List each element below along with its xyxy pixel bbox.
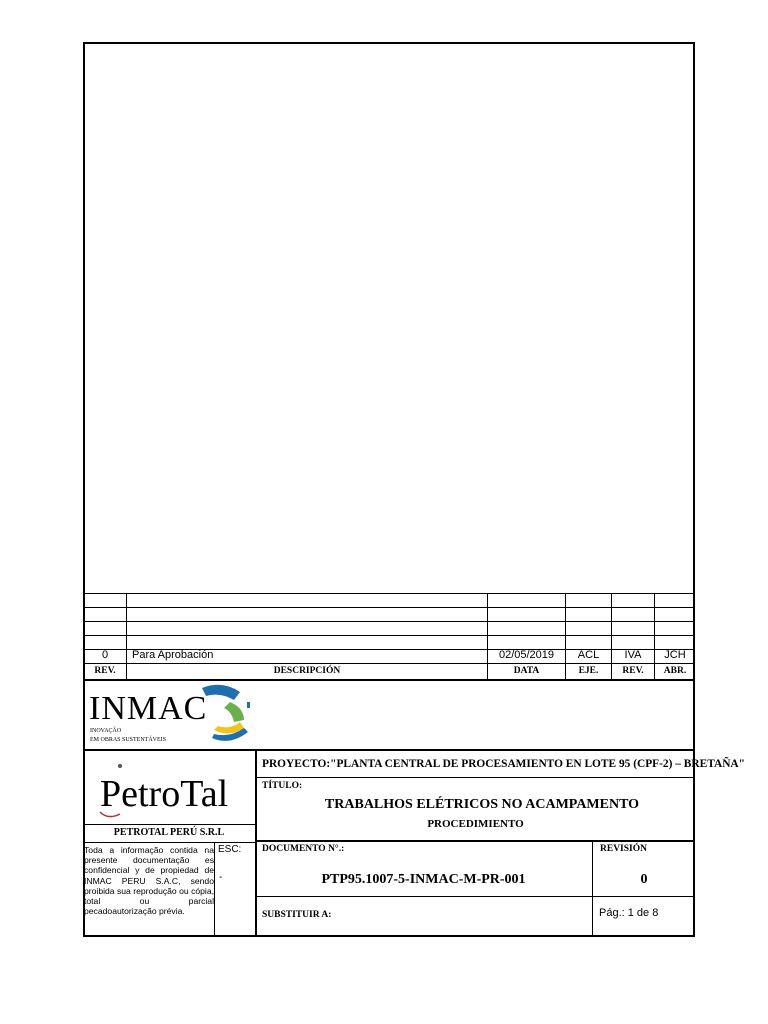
description-value: Para Aprobación xyxy=(132,649,214,661)
abr-header: ABR. xyxy=(663,666,687,676)
replace-label: SUBSTITUIR A: xyxy=(262,910,332,920)
petrotal-company: PETROTAL PERÚ S.R.L xyxy=(113,827,225,838)
petrotal-swoosh-icon xyxy=(98,808,122,822)
confidentiality-notice: Toda a informação contida na presente documentação es confidencial y de propiedad de INMAC PERU S.A.C, sendo proibida sua reprodução ou cópia, total ou parcial pecadoautorização prévia. xyxy=(84,845,214,917)
inmac-tagline-2: EM OBRAS SUSTENTÁVEIS xyxy=(90,737,167,743)
scale-value: - xyxy=(219,872,223,883)
inmac-logo-mark xyxy=(200,682,252,746)
document-title: TRABALHOS ELÉTRICOS NO ACAMPAMENTO xyxy=(324,797,640,812)
date-header: DATA xyxy=(513,666,540,676)
eje-header: EJE. xyxy=(578,666,599,676)
rev-by-header: REV. xyxy=(622,666,644,676)
project-line: PROYECTO:"PLANTA CENTRAL DE PROCESAMIENTO EN LOTE 95 (CPF-2) – BRETAÑA" xyxy=(262,758,745,770)
rev-value: 0 xyxy=(101,649,109,661)
description-header: DESCRIPCIÓN xyxy=(273,666,341,676)
petrotal-dot-icon xyxy=(118,764,122,768)
inmac-name: INMAC xyxy=(89,690,208,727)
eje-value: ACL xyxy=(577,649,600,661)
petrotal-name: PetroTal xyxy=(100,773,229,815)
document-number-label: DOCUMENTO N°.: xyxy=(262,844,345,854)
revision-label: REVISIÓN xyxy=(600,844,647,854)
inmac-tagline-1: INOVAÇÃO xyxy=(90,728,122,734)
revision-number: 0 xyxy=(640,872,648,887)
date-value: 02/05/2019 xyxy=(498,649,555,661)
rev-header: REV. xyxy=(94,666,116,676)
document-number: PTP95.1007-5-INMAC-M-PR-001 xyxy=(321,872,526,887)
page-number: Pág.: 1 de 8 xyxy=(599,907,659,919)
document-subtitle: PROCEDIMIENTO xyxy=(427,818,524,830)
abr-value: JCH xyxy=(664,649,686,661)
title-label: TÍTULO: xyxy=(262,781,303,791)
scale-label: ESC: xyxy=(218,844,242,855)
rev-by-value: IVA xyxy=(624,649,642,661)
